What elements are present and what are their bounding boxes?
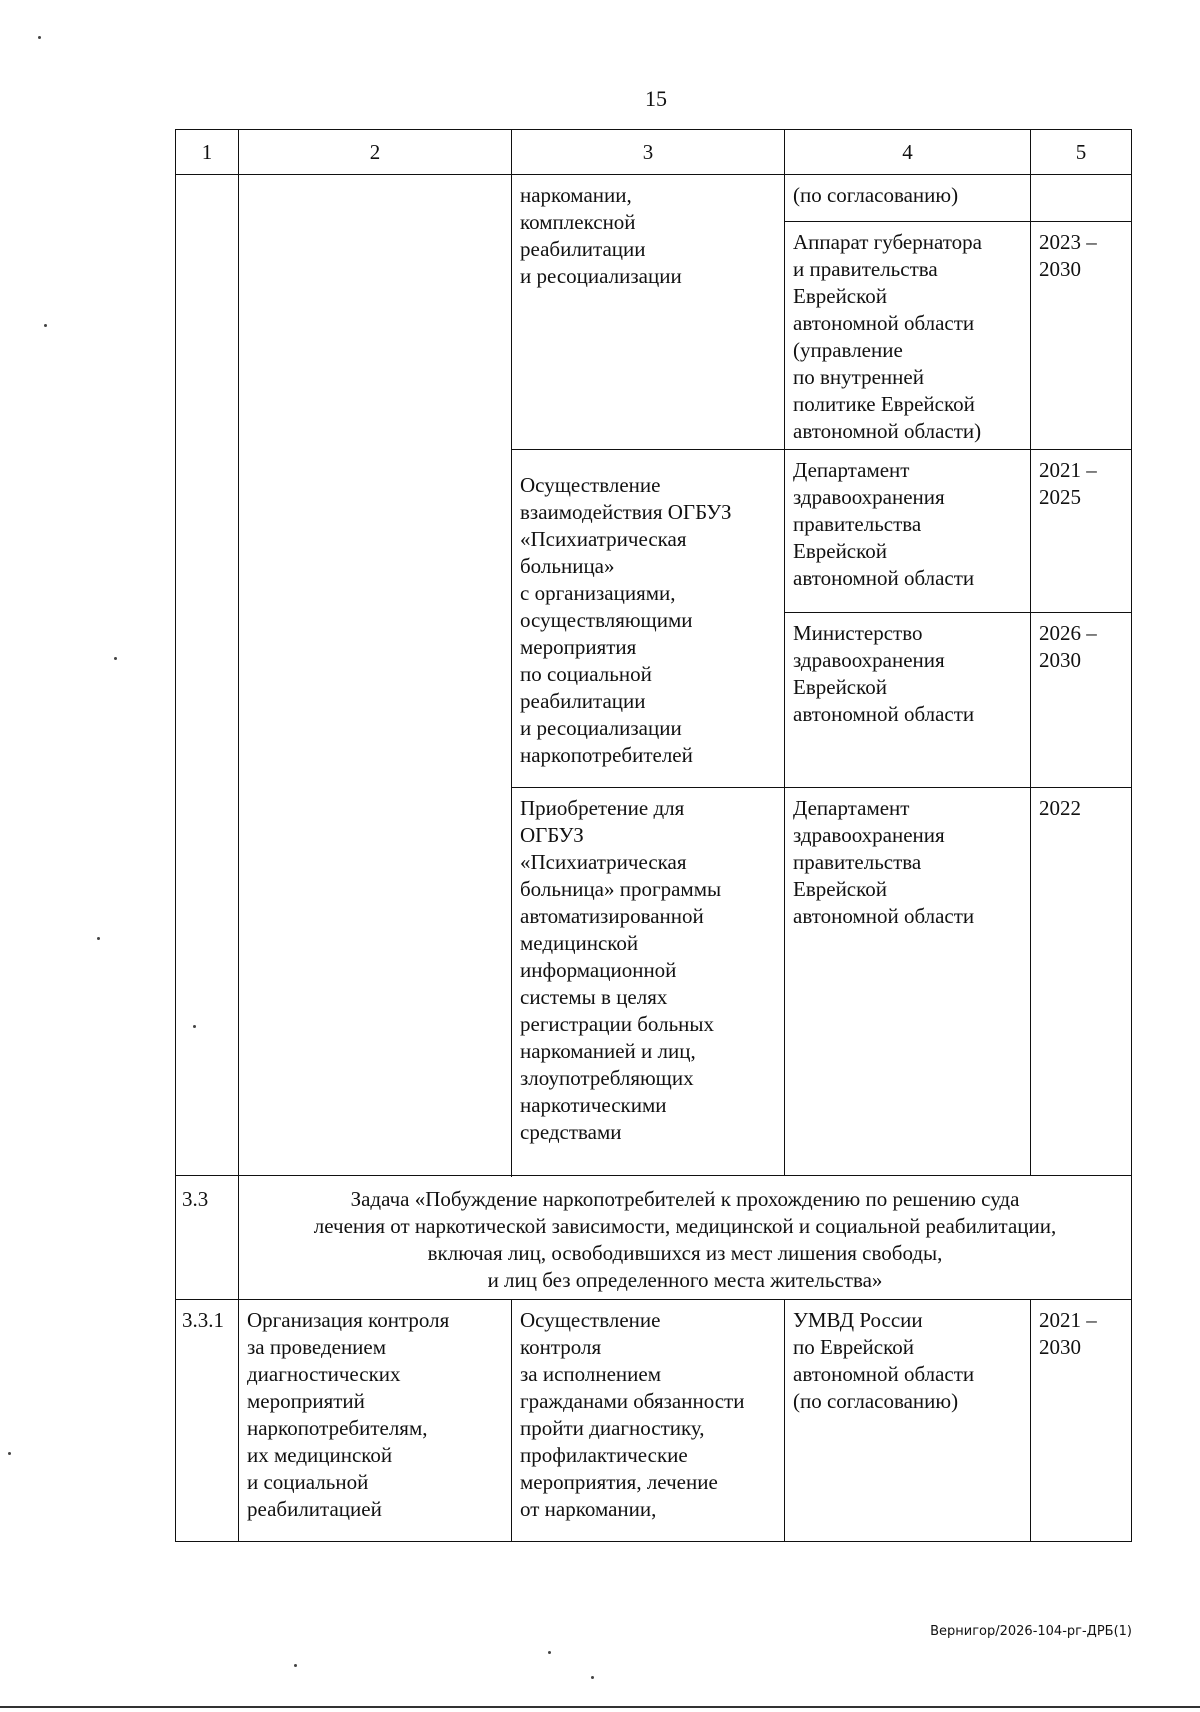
scan-speck: [548, 1651, 551, 1654]
measures-table: [175, 129, 1132, 1542]
cell-measure-empty: [239, 175, 512, 1176]
cell-period: 2023 – 2030: [1031, 222, 1132, 450]
cell-executor: УМВД России по Еврейской автономной области (по согласованию): [785, 1300, 1031, 1542]
scan-speck: [97, 937, 100, 940]
task-row: [176, 1176, 1132, 1300]
header-row: [176, 130, 1132, 175]
cell-period: 2021 – 2025: [1031, 450, 1132, 613]
table-row: [176, 175, 1132, 222]
header-cell-5: 5: [1031, 130, 1132, 175]
cell-activity: наркомании, комплексной реабилитации и ресоциализации: [512, 175, 785, 450]
cell-number-empty: [176, 175, 239, 1176]
cell-executor: (по согласованию): [785, 175, 1031, 222]
scan-speck: [591, 1676, 594, 1679]
scan-speck: [38, 36, 41, 39]
scan-speck: [193, 1025, 196, 1028]
cell-executor: Департамент здравоохранения правительства Еврейской автономной области: [785, 450, 1031, 613]
scan-speck: [294, 1664, 297, 1667]
scan-speck: [8, 1452, 11, 1455]
cell-activity: Приобретение для ОГБУЗ «Психиатрическая больница» программы автоматизированной медицинской информационной системы в целях регистрации больных наркоманией и лиц, злоупотребляющих наркотическими средствами: [512, 788, 785, 1176]
table-row: [176, 1300, 1132, 1542]
cell-executor: Аппарат губернатора и правительства Еврейской автономной области (управление по внутренней политике Еврейской автономной области): [785, 222, 1031, 450]
cell-period: [1031, 175, 1132, 222]
scan-speck: [114, 657, 117, 660]
header-cell-3: 3: [512, 130, 785, 175]
task-number: 3.3: [176, 1176, 239, 1300]
scan-speck: [44, 324, 47, 327]
scan-edge-line: [0, 1706, 1200, 1708]
task-text: Задача «Побуждение наркопотребителей к прохождению по решению суда лечения от наркотической зависимости, медицинской и социальной реабилитации, включая лиц, освободившихся из мест лишения свободы, и лиц без определенного места жительства»: [239, 1176, 1132, 1300]
cell-period: 2022: [1031, 788, 1132, 1176]
cell-period: 2026 – 2030: [1031, 613, 1132, 788]
cell-number: 3.3.1: [176, 1300, 239, 1542]
page-number: 15: [645, 86, 667, 111]
cell-measure: Организация контроля за проведением диагностических мероприятий наркопотребителям, их медицинской и социальной реабилитацией: [239, 1300, 512, 1542]
cell-period: 2021 – 2030: [1031, 1300, 1132, 1542]
cell-executor: Министерство здравоохранения Еврейской автономной области: [785, 613, 1031, 788]
cell-activity: Осуществление взаимодействия ОГБУЗ «Психиатрическая больница» с организациями, осуществляющими мероприятия по социальной реабилитации и ресоциализации наркопотребителей: [512, 450, 785, 788]
header-cell-4: 4: [785, 130, 1031, 175]
header-cell-1: 1: [176, 130, 239, 175]
cell-activity: Осуществление контроля за исполнением гражданами обязанности пройти диагностику, профилактические мероприятия, лечение от наркомании,: [512, 1300, 785, 1542]
cell-executor: Департамент здравоохранения правительства Еврейской автономной области: [785, 788, 1031, 1176]
header-cell-2: 2: [239, 130, 512, 175]
document-code: Вернигор/2026-104-рг-ДРБ(1): [930, 1624, 1132, 1639]
